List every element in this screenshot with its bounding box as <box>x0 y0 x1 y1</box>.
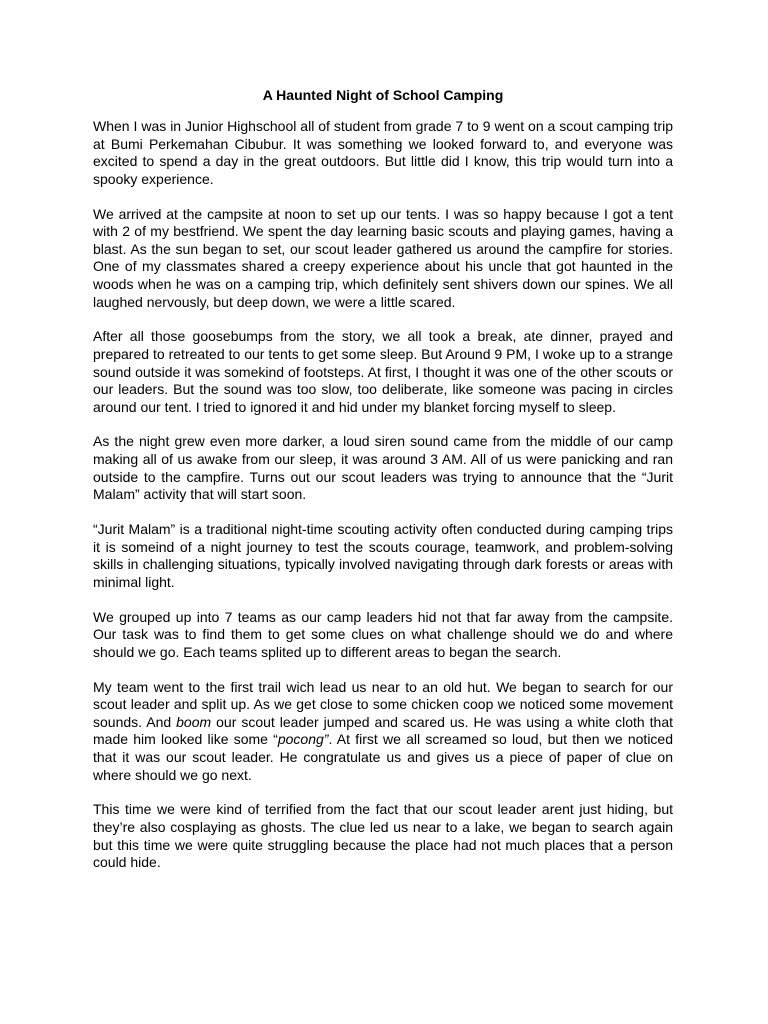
paragraph-text: our scout leader jumped and scared us. He was using a white cloth that made him looked like some “ <box>93 713 673 748</box>
paragraph <box>93 679 673 785</box>
paragraph <box>93 801 673 871</box>
paragraph-text: “Jurit Malam” is a traditional night-time scouting activity often conducted during camping trips it is someind of a night journey to test the scouts courage, teamwork, and problem-solving skills in challenging situations, typically involved navigating through dark forests or areas with minimal light. <box>93 521 673 590</box>
paragraph <box>93 609 673 662</box>
italic-text: boom <box>176 713 212 730</box>
paragraph <box>93 521 673 591</box>
paragraph <box>93 206 673 312</box>
paragraph <box>93 328 673 416</box>
paragraph-text: As the night grew even more darker, a loud siren sound came from the middle of our camp making all of us awake from our sleep, it was around 3 AM. All of us were panicking and ran outside to the campfire. Turns out our scout leaders was trying to announce that the “Jurit Malam” activity that will start soon. <box>93 433 673 503</box>
paragraph-text: We grouped up into 7 teams as our camp leaders hid not that far away from the campsite. Our task was to find them to get some clues on what challenge should we do and where should we go. Each teams splited up to different areas to began the search. <box>93 608 673 660</box>
document-page <box>93 86 673 889</box>
paragraph-text: This time we were kind of terrified from the fact that our scout leader arent just hiding, but they’re also cosplaying as ghosts. The clue led us near to a lake, we began to search again but this time we were quite struggling because the place had not much places that a person could hide. <box>93 801 673 871</box>
italic-text: pocong” <box>277 731 329 748</box>
paragraph-text: We arrived at the campsite at noon to set up our tents. I was so happy because I got a tent with 2 of my bestfriend. We spent the day learning basic scouts and playing games, having a blast. As the sun began to set, our scout leader gathered us around the campfire for stories. One of my classmates shared a creepy experience about his uncle that got haunted in the woods when he was on a camping trip, which definitely sent shivers down our spines. We all laughed nervously, but deep down, we were a little scared. <box>93 205 673 310</box>
document-body <box>93 118 673 872</box>
paragraph-text: My team went to the first trail wich lead us near to an old hut. We began to search for our scout leader and split up. As we get close to some chicken coop we noticed some movement sounds. And <box>93 678 673 730</box>
paragraph <box>93 433 673 503</box>
document-title: A Haunted Night of School Camping <box>262 87 504 103</box>
paragraph <box>93 118 673 188</box>
paragraph-text: . At first we all screamed so loud, but then we noticed that it was our scout leader. He congratulate us and gives us a piece of paper of clue on where should we go next. <box>93 731 674 783</box>
paragraph-text: After all those goosebumps from the story, we all took a break, ate dinner, prayed and prepared to retreated to our tents to get some sleep. But Around 9 PM, I woke up to a strange sound outside it was somekind of footsteps. At first, I thought it was one of the other scouts or our leaders. But the sound was too slow, too deliberate, like someone was pacing in circles around our tent. I tried to ignored it and hid under my blanket forcing myself to sleep. <box>93 328 673 415</box>
paragraph-text: When I was in Junior Highschool all of student from grade 7 to 9 went on a scout camping trip at Bumi Perkemahan Cibubur. It was something we looked forward to, and everyone was excited to spend a day in the great outdoors. But little did I know, this trip would turn into a spooky experience. <box>93 118 673 187</box>
